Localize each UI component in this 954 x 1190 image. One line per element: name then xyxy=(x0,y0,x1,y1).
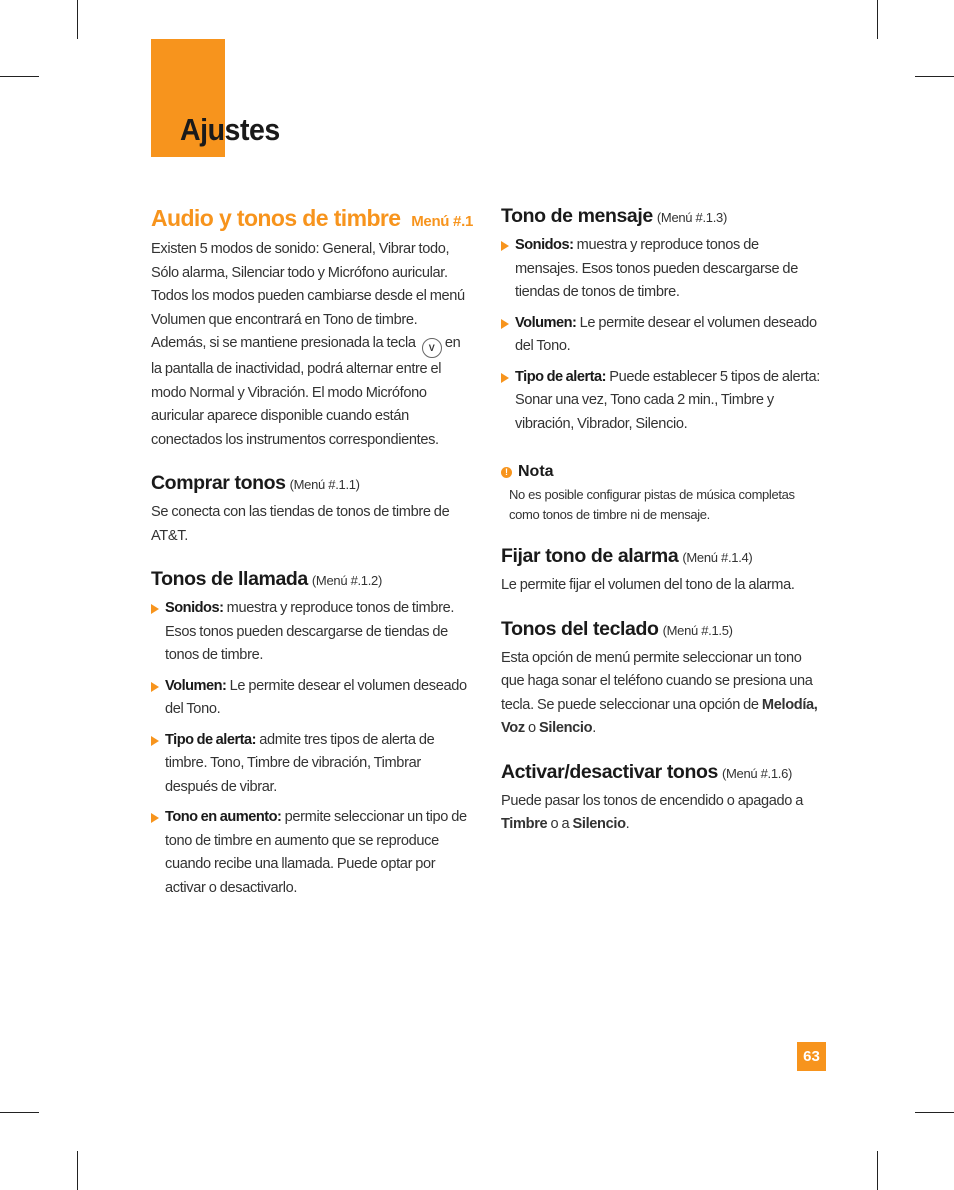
item-text: muestra y reproduce tonos de mensajes. Esos tonos pueden descargarse de tiendas de tonos de timbre. xyxy=(515,237,798,300)
list-item xyxy=(151,729,473,800)
teclado-paragraph xyxy=(501,647,823,741)
section-heading-alarma xyxy=(501,545,823,568)
heading-text: Activar/desactivar tonos xyxy=(501,760,718,783)
joiner-text: o xyxy=(528,720,536,736)
paragraph-text: Puede pasar los tonos de encendido o apagado a xyxy=(501,792,804,809)
section-heading-audio xyxy=(151,205,473,232)
item-text: muestra y reproduce tonos de timbre. Esos tonos pueden descargarse de tiendas de tonos de timbre. xyxy=(165,600,455,663)
bullet-triangle-icon xyxy=(501,241,509,251)
section-heading-teclado xyxy=(501,618,823,641)
paragraph-text: Esta opción de menú permite seleccionar un tono que haga sonar el teléfono cuando se presiona una tecla. Se puede seleccionar una opción de xyxy=(501,649,813,713)
heading-text: Comprar tonos xyxy=(151,472,286,494)
item-text: admite tres tipos de alerta de timbre. Tono, Timbre de vibración, Timbrar después de vibrar. xyxy=(165,731,435,795)
item-term: Tipo de alerta: xyxy=(515,368,606,385)
crop-mark xyxy=(0,1112,39,1113)
alarma-paragraph: Le permite fijar el volumen del tono de la alarma. xyxy=(501,577,795,593)
heading-text: Audio y tonos de timbre xyxy=(151,205,401,231)
heading-text: Tono de mensaje xyxy=(501,205,653,227)
section-heading-llamada xyxy=(151,568,473,591)
crop-mark xyxy=(77,1151,78,1190)
joiner-text: o a xyxy=(550,816,570,832)
option-text: Silencio xyxy=(539,720,593,736)
list-item xyxy=(151,806,473,900)
heading-text: Tonos del teclado xyxy=(501,617,659,640)
crop-mark xyxy=(0,76,39,77)
list-item xyxy=(151,675,473,722)
item-term: Tipo de alerta: xyxy=(165,731,256,748)
menu-number: (Menú #.1.5) xyxy=(662,622,733,638)
left-column xyxy=(151,205,473,907)
end-text: . xyxy=(625,816,630,832)
page-title: Ajustes xyxy=(180,112,280,147)
bullet-triangle-icon xyxy=(151,736,159,746)
crop-mark xyxy=(915,76,954,77)
bullet-triangle-icon xyxy=(501,373,509,383)
bullet-triangle-icon xyxy=(151,604,159,614)
audio-paragraph xyxy=(151,238,473,452)
item-term: Tono en aumento: xyxy=(165,809,282,825)
item-term: Volumen: xyxy=(165,677,227,694)
bullet-triangle-icon xyxy=(151,682,159,692)
mensaje-list xyxy=(501,234,823,436)
crop-mark xyxy=(877,1151,878,1190)
section-heading-mensaje xyxy=(501,205,823,228)
note-title: Nota xyxy=(518,463,554,480)
crop-mark xyxy=(915,1112,954,1113)
item-term: Volumen: xyxy=(515,314,577,331)
paragraph-text: Existen 5 modos de sonido: General, Vibrar todo, Sólo alarma, Silenciar todo y Micrófono auricular. Todos los modos pueden cambiarse desde el menú Volumen que encontrará en Tono de timbre. Además, si se mantiene presionada la tecla xyxy=(151,241,465,351)
heading-text: Fijar tono de alarma xyxy=(501,545,679,567)
end-text: . xyxy=(592,720,596,736)
bullet-triangle-icon xyxy=(501,319,509,329)
option-text: Melodía, Voz xyxy=(501,696,818,736)
option-text: Silencio xyxy=(572,816,626,832)
section-heading-activar xyxy=(501,761,823,784)
menu-number: (Menú #.1.2) xyxy=(311,573,383,588)
menu-number: (Menú #.1.3) xyxy=(656,210,727,225)
list-item xyxy=(501,312,823,359)
list-item xyxy=(501,234,823,305)
item-text: Le permite desear el volumen deseado del Tono. xyxy=(165,677,467,717)
menu-number: (Menú #.1.6) xyxy=(721,765,793,781)
crop-mark xyxy=(877,0,878,39)
comprar-paragraph: Se conecta con las tiendas de tonos de timbre de AT&T. xyxy=(151,504,450,544)
item-text: Le permite desear el volumen deseado del Tono. xyxy=(515,314,817,354)
paragraph-text: en la pantalla de inactividad, podrá alternar entre el modo Normal y Vibración. El modo Micrófono auricular aparece disponible cuando están conectados los instrumentos correspondientes. xyxy=(151,335,461,448)
option-text: Timbre xyxy=(501,816,548,832)
menu-number: (Menú #.1.4) xyxy=(682,550,753,565)
note-text: No es posible configurar pistas de música completas como tonos de timbre ni de mensaje. xyxy=(509,487,795,522)
warning-icon: ! xyxy=(501,467,512,478)
page-number: 63 xyxy=(797,1042,826,1071)
bullet-triangle-icon xyxy=(151,813,159,823)
section-heading-comprar xyxy=(151,472,473,495)
crop-mark xyxy=(77,0,78,39)
list-item xyxy=(151,597,473,668)
llamada-list xyxy=(151,597,473,900)
heading-text: Tonos de llamada xyxy=(151,568,308,590)
list-item xyxy=(501,366,823,437)
item-term: Sonidos: xyxy=(515,237,574,253)
item-term: Sonidos: xyxy=(165,600,224,616)
menu-number: (Menú #.1.1) xyxy=(289,477,360,492)
right-column xyxy=(501,205,823,837)
note-heading xyxy=(501,463,823,481)
item-text: Puede establecer 5 tipos de alerta: Sonar una vez, Tono cada 2 min., Timbre y vibración, Vibrador, Silencio. xyxy=(515,368,820,432)
activar-paragraph xyxy=(501,790,823,837)
vibrate-key-icon: V xyxy=(422,338,442,358)
item-text: permite seleccionar un tipo de tono de timbre en aumento que se reproduce cuando recibe una llamada. Puede optar por activar o desactivarlo. xyxy=(165,809,467,896)
menu-number: Menú #.1 xyxy=(411,213,473,230)
